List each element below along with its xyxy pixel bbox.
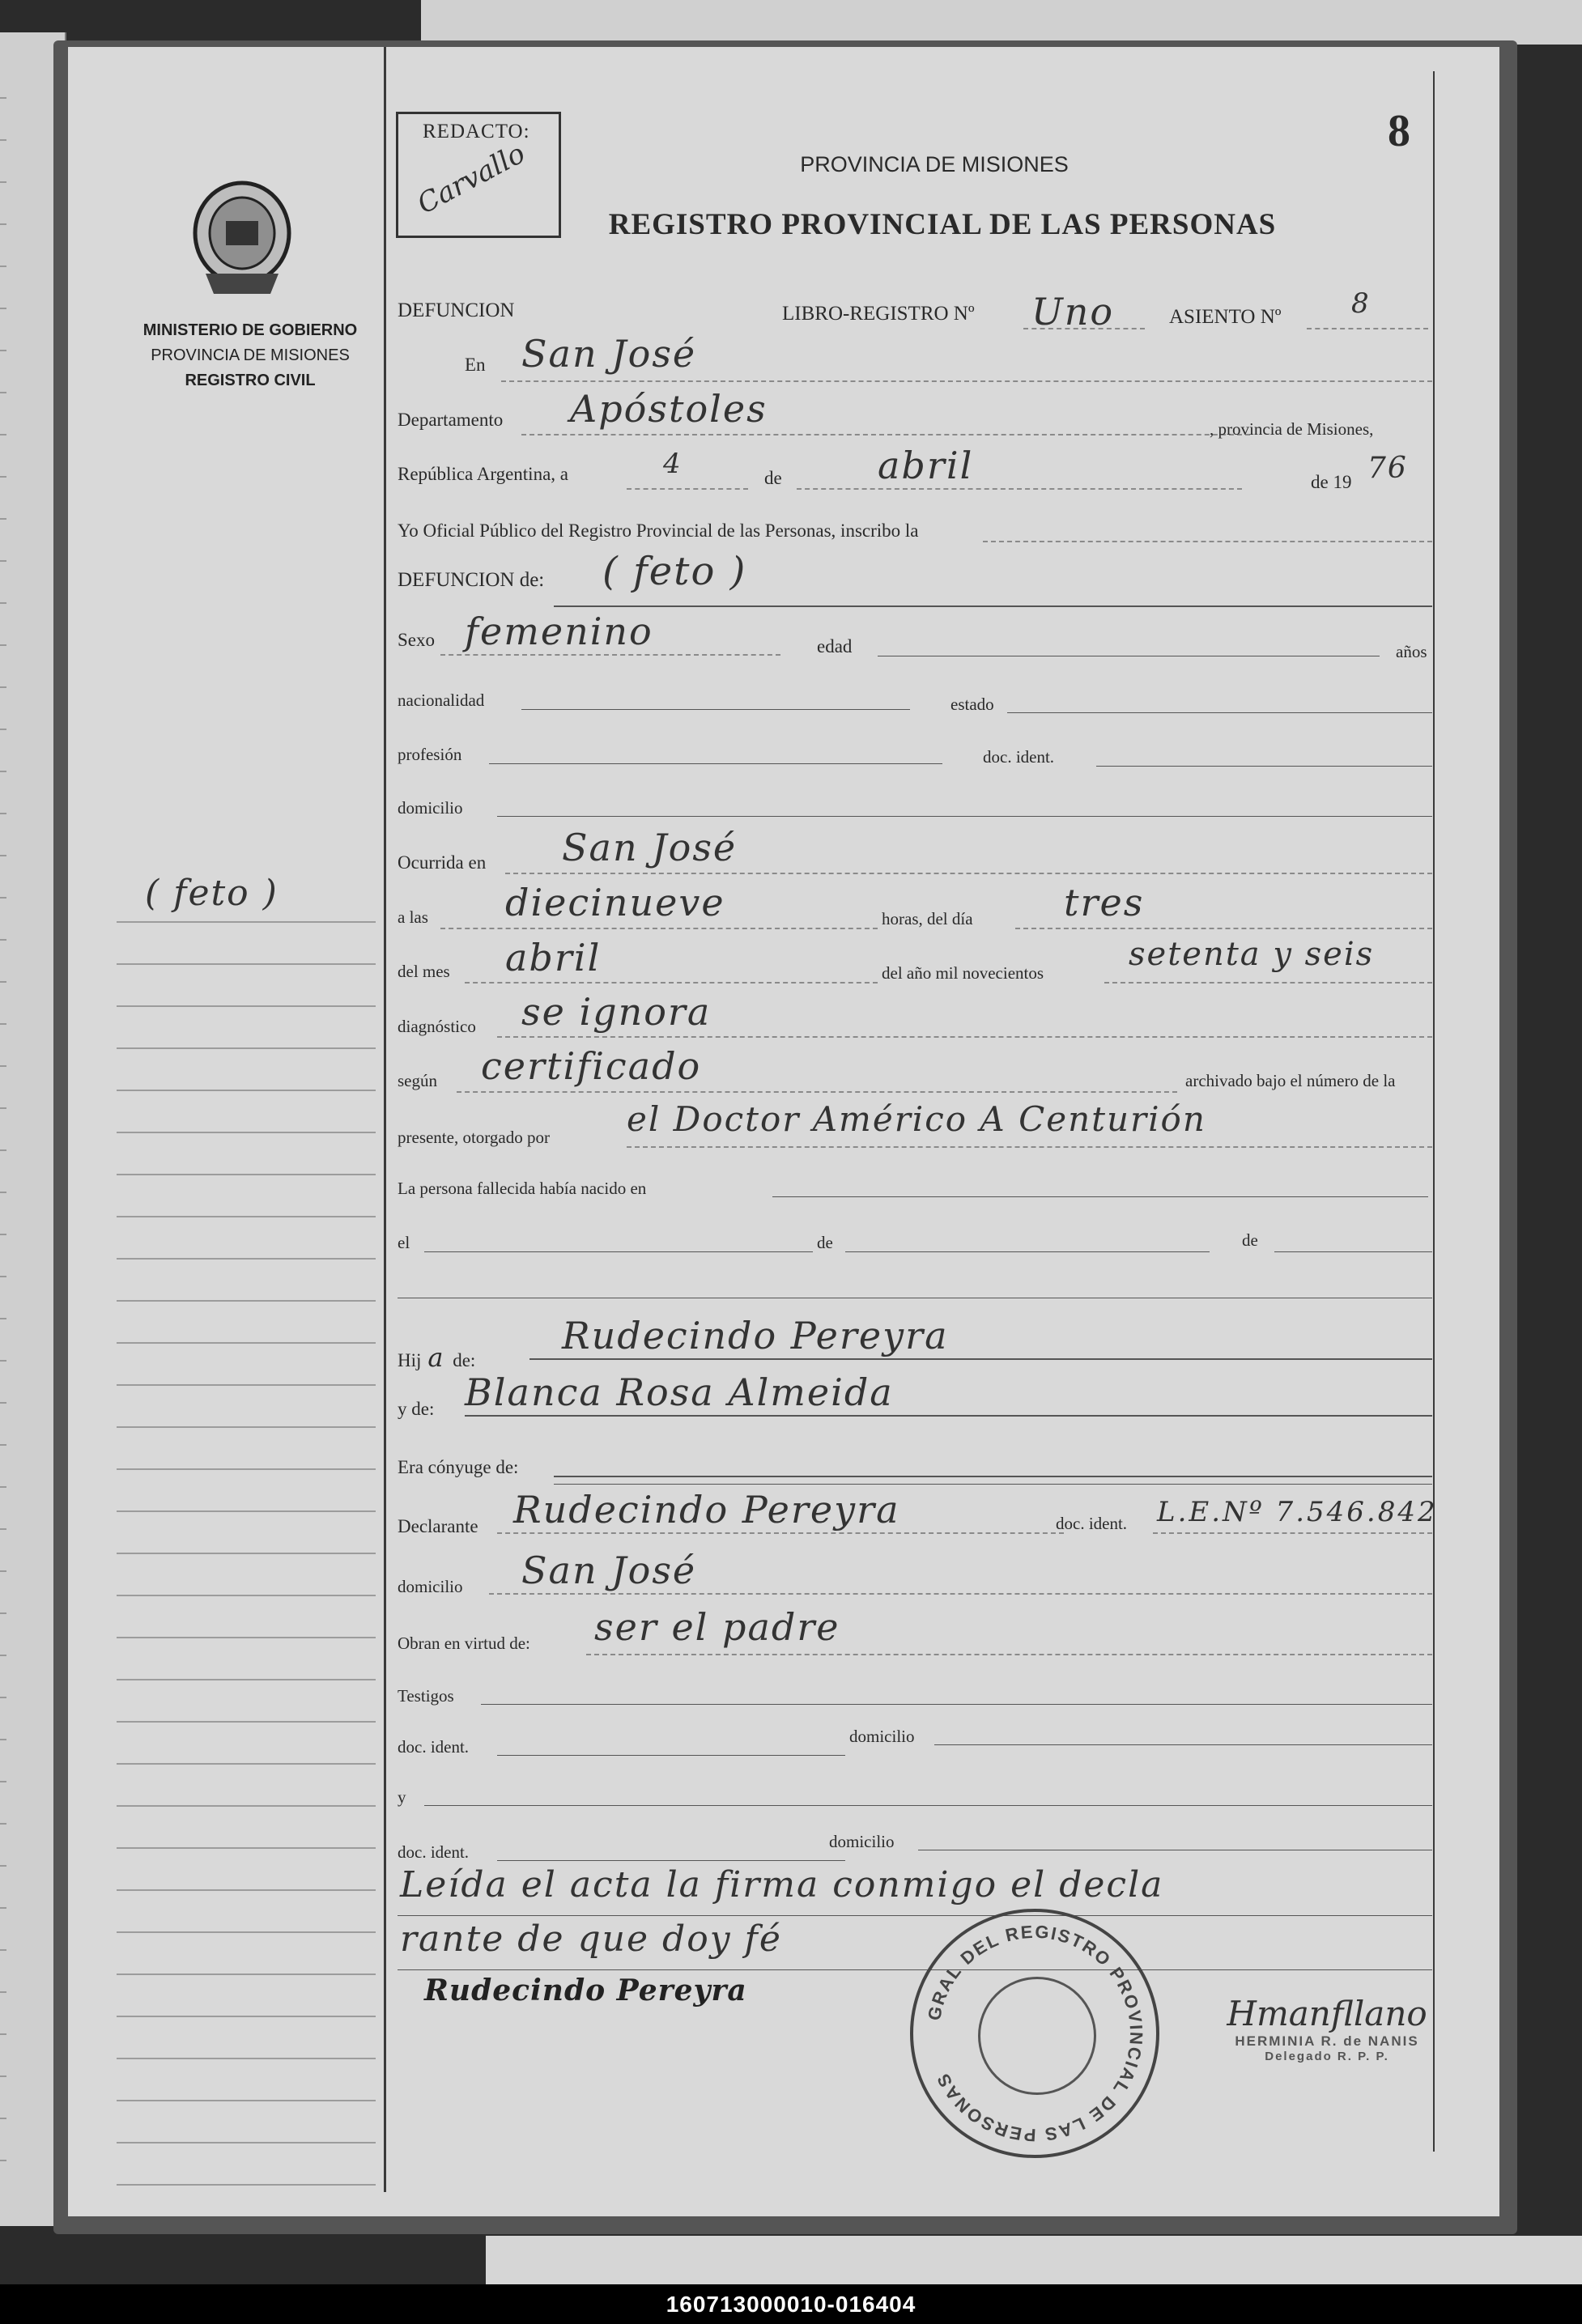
margin-line: [117, 1300, 376, 1302]
facing-page-tick: [0, 1528, 6, 1530]
declarante-doc-label: doc. ident.: [1056, 1514, 1128, 1533]
facing-page-tick: [0, 771, 6, 772]
segun-value: certificado: [481, 1044, 702, 1088]
del-mes-label: del mes: [398, 962, 450, 981]
facing-page-tick: [0, 1318, 6, 1319]
margin-line: [117, 2184, 376, 2186]
facing-page-tick: [0, 476, 6, 478]
scan-background-top: [421, 0, 1582, 45]
a-las-value: diecinueve: [505, 881, 725, 924]
obran-label: Obran en virtud de:: [398, 1634, 530, 1653]
anio-value: setenta y seis: [1129, 936, 1375, 973]
sexo-value: femenino: [465, 610, 653, 653]
el-line: [424, 1251, 813, 1252]
facing-page-tick: [0, 1402, 6, 1404]
facing-page-tick: [0, 1697, 6, 1698]
conyuge-label: Era cónyuge de:: [398, 1457, 519, 1477]
facing-page-tick: [0, 1023, 6, 1025]
facing-page-tick: [0, 602, 6, 604]
el-label: el: [398, 1233, 410, 1252]
mes-value: abril: [505, 936, 602, 979]
ocurrida-value: San José: [562, 826, 738, 869]
nacido-line: [772, 1196, 1428, 1197]
margin-line: [117, 1090, 376, 1091]
facing-page-tick: [0, 813, 6, 814]
facing-page-tick: [0, 2118, 6, 2119]
el-month-line: [845, 1251, 1210, 1252]
ministry-block: [117, 318, 384, 393]
facing-page-tick: [0, 1823, 6, 1825]
a-las-line: [440, 928, 878, 929]
facing-page-tick: [0, 1949, 6, 1951]
facing-page-tick: [0, 223, 6, 225]
en-line: [501, 380, 1432, 382]
margin-line: [117, 2058, 376, 2059]
dia-value: tres: [1064, 881, 1145, 924]
hija-suffix: a: [427, 1342, 444, 1373]
redacto-label: REDACTO:: [423, 121, 530, 142]
margin-line: [117, 1468, 376, 1470]
margin-line: [117, 1426, 376, 1428]
province-seal-icon: [189, 176, 295, 298]
doc-ident-label: doc. ident.: [983, 747, 1055, 767]
facing-page-tick: [0, 1192, 6, 1193]
margin-line: [117, 1679, 376, 1680]
presente-label: presente, otorgado por: [398, 1128, 550, 1147]
margin-line: [117, 1637, 376, 1638]
y-label: y: [398, 1787, 406, 1807]
el-year-de-label: de: [1242, 1230, 1258, 1250]
padre-value: Rudecindo Pereyra: [562, 1314, 949, 1357]
margin-line: [117, 921, 376, 923]
obran-line: [586, 1654, 1432, 1655]
year-value: 76: [1367, 452, 1408, 485]
margin-line: [117, 1553, 376, 1554]
facing-page-tick: [0, 266, 6, 267]
defuncion-de-line: [554, 605, 1432, 607]
ocurrida-label: Ocurrida en: [398, 852, 487, 873]
official-signature: Hmanfllano: [1227, 1994, 1427, 2033]
official-name: HERMINIA R. de NANIS: [1235, 2033, 1419, 2049]
profesion-line: [489, 763, 942, 764]
el-year-line: [1274, 1251, 1432, 1252]
anio-line: [1104, 982, 1432, 984]
facing-page-tick: [0, 686, 6, 688]
margin-line: [117, 1132, 376, 1133]
month-value: abril: [878, 444, 974, 487]
facing-page-tick: [0, 1276, 6, 1277]
madre-line: [465, 1415, 1432, 1417]
facing-page-tick: [0, 392, 6, 393]
ministry-line3: REGISTRO CIVIL: [185, 372, 316, 389]
margin-line: [117, 1384, 376, 1386]
anos-label: años: [1396, 642, 1427, 661]
defuncion-de-label: DEFUNCION de:: [398, 569, 545, 591]
facing-page-tick: [0, 1234, 6, 1235]
departamento-value: Apóstoles: [570, 387, 768, 431]
departamento-line: [521, 434, 1250, 435]
y-de-label: y de:: [398, 1399, 435, 1419]
testigos-label: Testigos: [398, 1686, 454, 1706]
doc-ident-line: [1096, 766, 1432, 767]
margin-line: [117, 2142, 376, 2143]
asiento-line: [1307, 328, 1428, 329]
page-number: 8: [1388, 106, 1410, 156]
sexo-label: Sexo: [398, 630, 435, 650]
obran-value: ser el padre: [594, 1605, 840, 1649]
t1-doc-line: [497, 1755, 845, 1756]
facing-page-tick: [0, 1360, 6, 1362]
facing-page-tick: [0, 1444, 6, 1446]
madre-value: Blanca Rosa Almeida: [465, 1370, 894, 1414]
facing-page-tick: [0, 855, 6, 856]
facing-page-tick: [0, 1781, 6, 1782]
register-title: REGISTRO PROVINCIAL DE LAS PERSONAS: [608, 208, 1277, 241]
facing-page-tick: [0, 897, 6, 899]
facing-page-tick: [0, 139, 6, 141]
domicilio-line: [497, 816, 1432, 817]
facing-page-tick: [0, 2160, 6, 2161]
testigos-line: [481, 1704, 1432, 1705]
t1-domicilio-label: domicilio: [849, 1727, 915, 1746]
declarante-signature: Rudecindo Pereyra: [424, 1973, 747, 2007]
oficial-text: Yo Oficial Público del Registro Provincial de las Personas, inscribo la: [398, 520, 919, 541]
facing-page-tick: [0, 308, 6, 309]
margin-line: [117, 1805, 376, 1807]
t2-doc-label: doc. ident.: [398, 1842, 470, 1862]
margin-line: [117, 2100, 376, 2101]
declarante-doc-value: L.E.Nº 7.546.842: [1157, 1496, 1438, 1528]
republica-label: República Argentina, a: [398, 464, 568, 484]
province-title: PROVINCIA DE MISIONES: [800, 152, 1069, 176]
year-label: de 19: [1311, 472, 1352, 492]
official-block: [1193, 1994, 1461, 2063]
facing-page-tick: [0, 97, 6, 99]
declarante-doc-line: [1153, 1532, 1432, 1534]
facing-page-tick: [0, 1570, 6, 1572]
margin-line: [117, 1889, 376, 1891]
declarante-domicilio-line: [489, 1593, 1432, 1595]
diagnostico-value: se ignora: [521, 990, 712, 1034]
margin-line: [117, 1258, 376, 1260]
facing-page-tick: [0, 1107, 6, 1109]
segun-line: [457, 1091, 1177, 1093]
day-line: [627, 488, 748, 490]
diagnostico-label: diagnóstico: [398, 1017, 476, 1036]
ministry-line2: PROVINCIA DE MISIONES: [151, 346, 350, 364]
nacionalidad-line: [521, 709, 910, 710]
t2-domicilio-label: domicilio: [829, 1832, 895, 1851]
margin-line: [117, 1973, 376, 1975]
margin-line: [117, 1510, 376, 1512]
en-label: En: [465, 355, 486, 375]
margin-line: [117, 1721, 376, 1723]
hija-label: [398, 1342, 475, 1373]
presente-line: [627, 1146, 1432, 1148]
asiento-label: ASIENTO Nº: [1169, 306, 1282, 328]
anio-label: del año mil novecientos: [882, 963, 1044, 983]
facing-page-tick: [0, 1655, 6, 1656]
t1-domicilio-line: [934, 1744, 1432, 1745]
facing-page-tick: [0, 1907, 6, 1909]
diagnostico-line: [497, 1036, 1432, 1038]
official-title: Delegado R. P. P.: [1265, 2050, 1389, 2063]
edad-label: edad: [817, 636, 853, 656]
dia-line: [1015, 928, 1432, 929]
facing-page-tick: [0, 434, 6, 435]
declarante-domicilio-label: domicilio: [398, 1577, 463, 1596]
margin-note: ( feto ): [145, 873, 279, 914]
facing-page-tick: [0, 1739, 6, 1740]
facing-page-tick: [0, 981, 6, 983]
provincia-suffix: , provincia de Misiones,: [1210, 419, 1374, 439]
day-value: 4: [663, 448, 683, 480]
stamp-emblem-icon: [978, 1977, 1096, 2095]
margin-line: [117, 963, 376, 965]
asiento-value: 8: [1351, 287, 1371, 320]
margin-line: [117, 1174, 376, 1175]
facing-page-tick: [0, 518, 6, 520]
margin-line: [117, 1595, 376, 1596]
scan-background-bottom: [486, 2236, 1582, 2284]
facing-page-tick: [0, 2033, 6, 2035]
margin-line: [117, 1005, 376, 1007]
horas-label: horas, del día: [882, 909, 973, 928]
facing-page-tick: [0, 644, 6, 646]
departamento-label: Departamento: [398, 410, 504, 430]
segun-label: según: [398, 1071, 437, 1090]
margin-line: [117, 1931, 376, 1933]
registry-stamp: [910, 1909, 1159, 2158]
margin-line: [117, 2016, 376, 2017]
padre-line: [529, 1358, 1432, 1360]
margin-line: [117, 1847, 376, 1849]
declarante-domicilio-value: San José: [521, 1549, 697, 1592]
redacto-signature: Carvallo: [412, 137, 531, 221]
presente-value: el Doctor Américo A Centurión: [627, 1099, 1206, 1139]
facing-page-tick: [0, 1149, 6, 1151]
closing-line2: rante de que doy fé: [400, 1918, 782, 1960]
estado-label: estado: [950, 695, 994, 714]
domicilio-label: domicilio: [398, 798, 463, 818]
facing-page-tick: [0, 939, 6, 941]
archivado-label: archivado bajo el número de la: [1185, 1071, 1396, 1090]
facing-page-tick: [0, 2075, 6, 2077]
ocurrida-line: [505, 873, 1432, 874]
libro-value: Uno: [1031, 290, 1115, 334]
facing-page-tick: [0, 350, 6, 351]
right-rule: [1433, 71, 1435, 2152]
facing-page-tick: [0, 181, 6, 183]
conyuge-line: [554, 1476, 1432, 1477]
margin-line: [117, 1047, 376, 1049]
a-las-label: a las: [398, 907, 428, 927]
en-value: San José: [521, 332, 697, 376]
oficial-line: [983, 541, 1432, 542]
libro-label: LIBRO-REGISTRO Nº: [782, 303, 975, 325]
ministry-line1: MINISTERIO DE GOBIERNO: [142, 321, 358, 339]
margin-rule: [384, 47, 386, 2192]
t1-doc-label: doc. ident.: [398, 1737, 470, 1757]
stamp-ring-text: GRAL DEL REGISTRO PROVINCIAL DE LAS PERSONAS: [923, 1921, 1147, 2146]
estado-line: [1007, 712, 1432, 713]
declarante-label: Declarante: [398, 1516, 478, 1536]
y-line: [424, 1805, 1432, 1806]
nacido-label: La persona fallecida había nacido en: [398, 1179, 647, 1198]
margin-line: [117, 1216, 376, 1217]
record-type: DEFUNCION: [398, 300, 515, 321]
sexo-line: [440, 654, 780, 656]
profesion-label: profesión: [398, 745, 462, 764]
facing-page-tick: [0, 1991, 6, 1993]
nacionalidad-label: nacionalidad: [398, 690, 485, 710]
margin-line: [117, 1763, 376, 1765]
facing-page-tick: [0, 1865, 6, 1867]
hija-de-label: de:: [453, 1350, 476, 1370]
margin-line: [117, 1342, 376, 1344]
el-de-label: de: [817, 1233, 833, 1252]
de-label: de: [764, 468, 782, 488]
hija-label-text: Hij: [398, 1350, 422, 1370]
defuncion-de-value: ( feto ): [602, 549, 747, 594]
facing-page-tick: [0, 1612, 6, 1614]
month-line: [797, 488, 1242, 490]
declarante-line: [497, 1532, 1064, 1534]
mes-line: [465, 982, 878, 984]
closing-line1: Leída el acta la firma conmigo el decla: [400, 1864, 1164, 1906]
facing-page-tick: [0, 1486, 6, 1488]
conyuge-line-2: [554, 1484, 1432, 1485]
redacto-box: [396, 112, 561, 238]
register-page: [68, 47, 1499, 2216]
facing-page-tick: [0, 1065, 6, 1067]
facing-page-tick: [0, 560, 6, 562]
t2-doc-line: [497, 1860, 845, 1861]
facing-page-tick: [0, 729, 6, 730]
declarante-value: Rudecindo Pereyra: [513, 1488, 900, 1532]
footer-code: 160713000010-016404: [0, 2284, 1582, 2324]
